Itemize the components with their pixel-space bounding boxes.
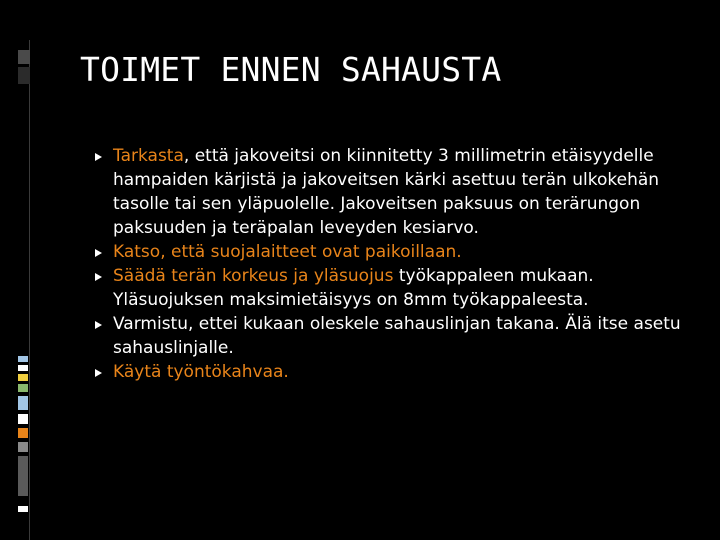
deco-strip — [18, 456, 28, 496]
title-marker-lower — [18, 67, 30, 84]
item-accent-text: Säädä terän korkeus ja yläsuojus — [113, 266, 394, 286]
title-marker — [18, 50, 30, 85]
left-rule — [29, 40, 30, 540]
deco-strip — [18, 428, 28, 438]
deco-strip — [18, 365, 28, 371]
bullet-list — [95, 144, 695, 384]
triangle-bullet-icon — [95, 273, 102, 281]
deco-strip — [18, 396, 28, 410]
slide-title: TOIMET ENNEN SAHAUSTA — [80, 50, 502, 89]
deco-strip — [18, 384, 28, 392]
item-accent-text: Käytä työntökahvaa. — [113, 362, 289, 382]
item-text: Varmistu, ettei kukaan oleskele sahauslinjan takana. Älä itse asetu sahauslinjalle. — [113, 314, 681, 358]
list-item — [95, 312, 695, 360]
deco-strip — [18, 356, 28, 362]
list-item — [95, 360, 695, 384]
deco-strip — [18, 506, 28, 512]
item-text: työkappaleen mukaan. Yläsuojuksen maksimietäisyys on 8mm työkappaleesta. — [113, 266, 594, 310]
list-item — [95, 240, 695, 264]
list-item — [95, 144, 695, 240]
item-accent-text: Tarkasta — [113, 146, 184, 166]
item-text: , että jakoveitsi on kiinnitetty 3 millimetrin etäisyydelle hampaiden kärjistä ja jakoveitsen kärki asettuu terän ulkokehän tasolle tai sen yläpuolelle. Jakoveitsen paksuus on terärungon paksuuden ja teräpalan leveyden kesiarvo. — [113, 146, 660, 238]
title-marker-upper — [18, 50, 30, 64]
deco-strip — [18, 414, 28, 424]
triangle-bullet-icon — [95, 249, 102, 257]
item-accent-text: Katso, että suojalaitteet ovat paikoillaan. — [113, 242, 462, 262]
deco-strip — [18, 374, 28, 381]
triangle-bullet-icon — [95, 321, 102, 329]
triangle-bullet-icon — [95, 369, 102, 377]
list-item — [95, 264, 695, 312]
deco-strip — [18, 442, 28, 452]
side-decoration — [18, 356, 28, 516]
triangle-bullet-icon — [95, 153, 102, 161]
